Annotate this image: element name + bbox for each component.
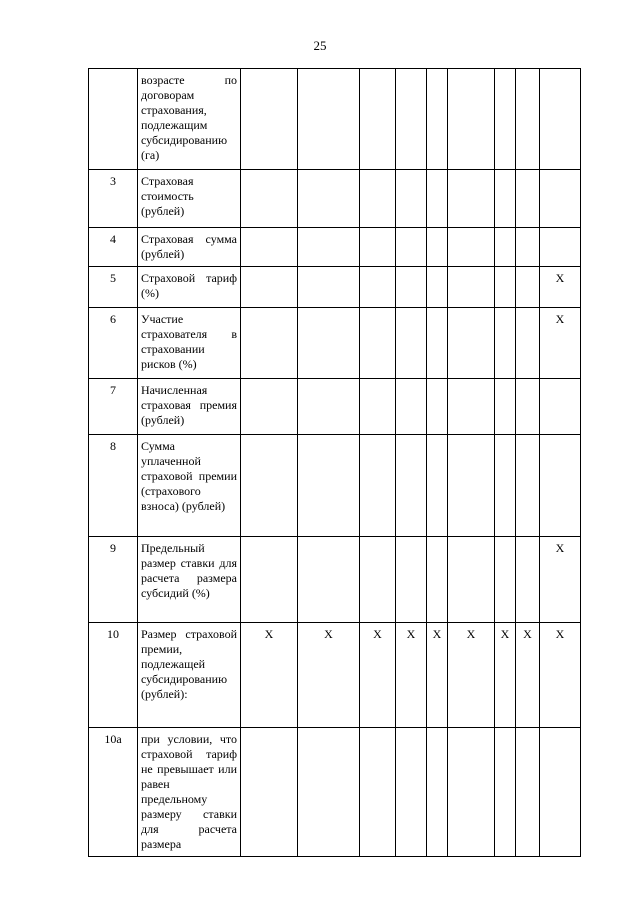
value-cell: [241, 170, 298, 228]
value-cell: [448, 228, 495, 267]
value-cell: [495, 728, 516, 857]
value-cell: [360, 228, 396, 267]
table-row: [89, 69, 581, 170]
value-cell: [241, 379, 298, 435]
value-cell: [448, 170, 495, 228]
row-number-cell: 10а: [89, 728, 138, 857]
value-cell: [298, 69, 360, 170]
value-cell: X: [540, 308, 581, 379]
value-cell: [448, 308, 495, 379]
value-cell: [516, 170, 540, 228]
value-cell: [516, 308, 540, 379]
value-cell: [427, 267, 448, 308]
value-cell: [298, 435, 360, 537]
value-cell: X: [360, 623, 396, 728]
value-cell: [396, 728, 427, 857]
value-cell: [495, 379, 516, 435]
value-cell: [298, 228, 360, 267]
value-cell: X: [495, 623, 516, 728]
value-cell: [495, 435, 516, 537]
value-cell: [495, 170, 516, 228]
value-cell: [540, 69, 581, 170]
value-cell: [360, 537, 396, 623]
value-cell: [298, 537, 360, 623]
value-cell: [427, 728, 448, 857]
value-cell: X: [540, 537, 581, 623]
value-cell: [540, 435, 581, 537]
row-description-cell: Размер страховой премии, подлежащей субсидированию (рублей):: [138, 623, 241, 728]
value-cell: [396, 435, 427, 537]
value-cell: X: [516, 623, 540, 728]
value-cell: [360, 267, 396, 308]
value-cell: [516, 728, 540, 857]
value-cell: [298, 728, 360, 857]
row-number-cell: [89, 69, 138, 170]
value-cell: [540, 379, 581, 435]
value-cell: [516, 379, 540, 435]
value-cell: [427, 69, 448, 170]
value-cell: [448, 537, 495, 623]
table-row: [89, 267, 581, 308]
value-cell: X: [427, 623, 448, 728]
value-cell: [516, 537, 540, 623]
row-number-cell: 3: [89, 170, 138, 228]
value-cell: [298, 379, 360, 435]
row-description-cell: Сумма уплаченной страховой премии (страхового взноса) (рублей): [138, 435, 241, 537]
table-row: [89, 308, 581, 379]
value-cell: [241, 435, 298, 537]
table-row: [89, 728, 581, 857]
value-cell: X: [448, 623, 495, 728]
value-cell: [241, 228, 298, 267]
row-description-cell: Участие страхователя в страховании рисков (%): [138, 308, 241, 379]
value-cell: [448, 69, 495, 170]
value-cell: [360, 379, 396, 435]
value-cell: [540, 728, 581, 857]
value-cell: [241, 728, 298, 857]
value-cell: [495, 308, 516, 379]
row-number-cell: 6: [89, 308, 138, 379]
value-cell: [360, 308, 396, 379]
value-cell: [396, 69, 427, 170]
value-cell: [427, 308, 448, 379]
row-description-cell: Предельный размер ставки для расчета размера субсидий (%): [138, 537, 241, 623]
table-row: [89, 170, 581, 228]
value-cell: [360, 69, 396, 170]
table-row: [89, 537, 581, 623]
table-row: [89, 228, 581, 267]
table-row: [89, 623, 581, 728]
row-number-cell: 4: [89, 228, 138, 267]
row-description-cell: Страховой тариф (%): [138, 267, 241, 308]
value-cell: [516, 435, 540, 537]
table-body: [89, 69, 581, 857]
value-cell: [427, 228, 448, 267]
row-description-cell: Страховая сумма (рублей): [138, 228, 241, 267]
table-row: [89, 379, 581, 435]
value-cell: [396, 379, 427, 435]
row-number-cell: 5: [89, 267, 138, 308]
value-cell: [448, 435, 495, 537]
value-cell: [448, 728, 495, 857]
value-cell: [241, 308, 298, 379]
value-cell: [495, 228, 516, 267]
table-row: [89, 435, 581, 537]
value-cell: [427, 537, 448, 623]
value-cell: [241, 69, 298, 170]
value-cell: [516, 228, 540, 267]
page-number: 25: [313, 38, 327, 53]
value-cell: [516, 69, 540, 170]
value-cell: [298, 267, 360, 308]
value-cell: [427, 170, 448, 228]
value-cell: [360, 728, 396, 857]
value-cell: [448, 379, 495, 435]
value-cell: [396, 537, 427, 623]
value-cell: [298, 308, 360, 379]
row-description-cell: Начисленная страховая премия (рублей): [138, 379, 241, 435]
value-cell: [396, 228, 427, 267]
value-cell: [516, 267, 540, 308]
row-number-cell: 9: [89, 537, 138, 623]
row-description-cell: Страховая стоимость (рублей): [138, 170, 241, 228]
value-cell: X: [396, 623, 427, 728]
row-number-cell: 7: [89, 379, 138, 435]
value-cell: [427, 435, 448, 537]
value-cell: X: [298, 623, 360, 728]
value-cell: [540, 170, 581, 228]
row-number-cell: 10: [89, 623, 138, 728]
value-cell: [360, 435, 396, 537]
value-cell: [427, 379, 448, 435]
value-cell: [396, 267, 427, 308]
row-description-cell: возрасте по договорам страхования, подлежащим субсидированию (га): [138, 69, 241, 170]
value-cell: [495, 267, 516, 308]
value-cell: [396, 308, 427, 379]
value-cell: [495, 69, 516, 170]
value-cell: X: [540, 267, 581, 308]
value-cell: X: [540, 623, 581, 728]
value-cell: [241, 537, 298, 623]
value-cell: [298, 170, 360, 228]
value-cell: [540, 228, 581, 267]
row-description-cell: при условии, что страховой тариф не превышает или равен предельному размеру ставки для расчета размера: [138, 728, 241, 857]
value-cell: X: [241, 623, 298, 728]
insurance-subsidy-table: [88, 68, 581, 857]
value-cell: [448, 267, 495, 308]
value-cell: [495, 537, 516, 623]
value-cell: [241, 267, 298, 308]
value-cell: [360, 170, 396, 228]
row-number-cell: 8: [89, 435, 138, 537]
value-cell: [396, 170, 427, 228]
